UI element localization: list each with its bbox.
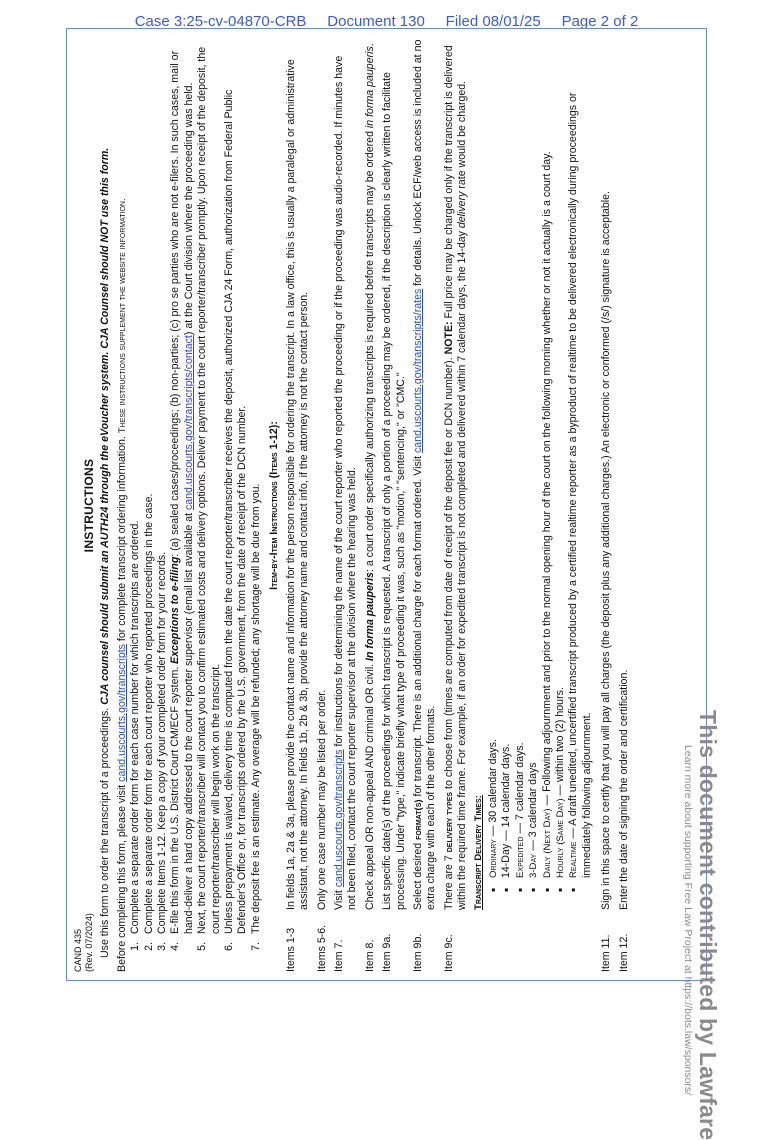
step-number: 1. xyxy=(129,942,142,951)
item-text: Only one case number may be listed per order. xyxy=(315,689,328,910)
form-identifier xyxy=(73,913,95,972)
step xyxy=(129,39,142,972)
note-label: NOTE: xyxy=(442,321,455,355)
item-label: Item 8. xyxy=(363,939,376,972)
item-end: . xyxy=(363,43,376,47)
item-text: In fields 1a, 2a & 3a, please provide the contact name and information for the person responsible for ordering the transcript. In a law office, this is usually a paralegal or administrative assistant, not the attorney. In fields 1b, 2b & 3b, provide the attorney name and contact info, if the attorney is not the contact person. xyxy=(284,59,311,910)
step-text: The deposit fee is an estimate. Any overage will be refunded; any shortage will be due from you. xyxy=(249,483,262,934)
delivery-type-desc: — 14 calendar days. xyxy=(500,743,513,844)
delivery-type xyxy=(514,39,527,892)
item-row xyxy=(316,39,329,972)
intro-paragraph-2 xyxy=(116,39,129,972)
delivery-type-desc: — within two (2) hours. xyxy=(554,687,566,799)
intro-lead: Use this form to order the transcript of a proceedings. xyxy=(99,704,112,958)
page-title: INSTRUCTIONS xyxy=(82,458,96,553)
delivery-type-name: Hourly (Same Day) xyxy=(555,798,566,878)
item-label: Item 11. xyxy=(600,934,613,972)
step-number: 6. xyxy=(223,942,236,951)
watermark-subtitle[interactable]: Learn more about supporting Free Law Project at https://bots.law/sponsors/ xyxy=(682,744,694,1096)
step xyxy=(156,39,169,972)
form-code: CAND 435 xyxy=(73,928,83,972)
step-text: Complete Items 1-12. Keep a copy of your completed order form for your records. xyxy=(156,551,169,934)
delivery-type xyxy=(554,39,567,892)
item-label: Item 7. xyxy=(332,939,345,972)
general-steps xyxy=(129,39,263,972)
step-text xyxy=(169,39,196,934)
transcripts-link-2[interactable]: cand.uscourts.gov/transcripts xyxy=(332,749,345,888)
watermark xyxy=(682,290,773,1140)
intro-after: for complete transcript ordering information. xyxy=(115,433,128,645)
case-header-stamp: Case 3:25-cv-04870-CRB Document 130 Filed 08/01/25 Page 2 of 2 xyxy=(134,13,639,30)
cja-notice: CJA counsel should submit an AUTH24 through the eVoucher system. CJA Counsel should NOT use this form. xyxy=(99,147,112,705)
intro-before: Before completing this form, please visit xyxy=(115,781,128,972)
step xyxy=(250,39,263,972)
delivery-type-name: Realtime xyxy=(568,841,580,878)
item-by-item-heading: Item-by-Item Instructions (Items 1-12): xyxy=(268,421,281,590)
delivery-type-name: 3-Day xyxy=(528,853,540,878)
item-pre: Select desired xyxy=(411,839,424,910)
item-label: Item 9c. xyxy=(442,934,455,972)
delivery-type-desc: — A draft unedited, uncertified transcript produced by a certified realtime reporter as a byproduct of realtime to be delivered electronically during proceedings or immediately following adjournment. xyxy=(567,92,593,878)
contact-link[interactable]: cand.uscourts.gov/transcripts/contact xyxy=(182,335,195,511)
intro-paragraph xyxy=(99,39,112,972)
delivery-types-term: delivery types xyxy=(443,791,455,853)
item-row xyxy=(364,39,377,972)
item-rest: for transcript. There is an additional charge for each format ordered. Visit xyxy=(411,453,424,800)
step-text: Next, the court reporter/transcriber will contact you to confirm estimated costs and delivery options. Deliver payment to the court reporter/transcriber promptly. Upon receipt of the deposit, the court reporter/transcriber will begin work on the transcript. xyxy=(196,46,222,934)
delivery-times-list xyxy=(487,39,594,892)
delivery-type xyxy=(567,39,594,892)
delivery-type-name: Ordinary xyxy=(487,839,499,878)
item-text xyxy=(364,39,377,910)
item-tail: in forma pauperis xyxy=(363,46,376,129)
item-tail: Full price may be charged only if the transcript is delivered within the required time frame. For example, if an order for expedited transcript is not completed and delivered within 7 calendar days, the 14-day xyxy=(442,45,469,910)
step-number: 3. xyxy=(156,942,169,951)
step-tail: ) at the Court division where the proceeding was held. xyxy=(182,82,195,336)
item-row xyxy=(333,39,360,972)
step-text: Unless prepayment is waived, delivery time is computed from the date the court reporter/transcriber receives the deposit, authorized CJA 24 Form, authorization from Federal Public Defender's Office or, for transcripts ordered by the U.S. government, from the date of receipt of the DCN number. xyxy=(223,89,249,934)
step xyxy=(143,39,156,972)
item-row xyxy=(443,39,596,972)
in-forma-pauperis: In forma pauperis xyxy=(363,572,376,661)
formats-term: format(s) xyxy=(412,799,424,840)
step-text: Complete a separate order form for each case number for which transcripts are ordered. xyxy=(129,520,142,934)
item-row xyxy=(412,39,439,972)
item-row xyxy=(381,39,408,972)
item-text: Sign in this space to certify that you will pay all charges (the deposit plus any additional charges.) An electronic or conformed (/s/) signature is acceptable. xyxy=(600,191,613,910)
form-page xyxy=(66,28,707,981)
item-pre: There are 7 xyxy=(442,852,455,910)
watermark-rotated xyxy=(682,710,721,1140)
step-number: 7. xyxy=(249,942,262,951)
item-text: Enter the date of signing the order and certification. xyxy=(617,669,630,910)
item-rest: : a court order specifically authorizing transcripts is required before transcripts may be ordered xyxy=(363,128,376,573)
item-tail: for details. Unlock ECF/web access is included at no extra charge with each of the other formats. xyxy=(411,39,438,910)
item-row xyxy=(600,39,613,972)
rates-link[interactable]: cand.uscourts.gov/transcripts/rates xyxy=(411,288,424,453)
step xyxy=(223,39,250,972)
step-number: 2. xyxy=(142,942,155,951)
item-label: Item 12. xyxy=(617,933,630,972)
delivery-type-desc: — 7 calendar days. xyxy=(513,742,526,837)
item-label: Item 9a. xyxy=(381,933,394,972)
delivery-type xyxy=(527,39,540,892)
item-pre: Check appeal OR non-appeal AND criminal OR civil. xyxy=(363,660,376,910)
step xyxy=(196,39,223,972)
delivery-type-desc: — 3 calendar days xyxy=(527,762,540,854)
item-rest: for instructions for determining the name of the court reporter who reported the proceeding or if the proceeding was audio-recorded. If minutes have not been filed, contact the court reporter supervisor at the division where the hearing was held. xyxy=(332,55,359,910)
step-lead: E-file this form in the U.S. District Court CM/ECF system. xyxy=(169,663,182,934)
item-pre: Visit xyxy=(332,887,345,910)
item-label: Item 9b. xyxy=(411,933,424,972)
item-text xyxy=(412,39,439,910)
delivery-type xyxy=(487,39,500,892)
efiling-exceptions: Exceptions to e-filing xyxy=(169,556,182,664)
step-number: 5. xyxy=(196,942,209,951)
delivery-type xyxy=(500,39,513,892)
delivery-type-name: 14-Day xyxy=(500,843,513,878)
rotated-instructions xyxy=(67,29,707,981)
step-rest: : (a) sealed cases/proceedings; (b) non-parties; (c) pro se parties who are not e-filers. In such cases, mail or hand-deliver a hard copy addressed to the court reporter supervisor (email list available at xyxy=(169,50,195,934)
delivery-times-heading: Transcript Delivery Times: xyxy=(472,795,484,910)
item-text xyxy=(333,39,360,910)
watermark-title: This document contributed by Lawfare xyxy=(695,710,721,1140)
item-label: Items 1-3 xyxy=(284,927,297,972)
step xyxy=(169,39,196,972)
form-revision: (Rev. 07/2024) xyxy=(84,913,94,972)
item-emph: delivery xyxy=(456,191,469,229)
item-row xyxy=(285,39,312,972)
delivery-type xyxy=(541,39,554,892)
step-number: 4. xyxy=(169,942,182,951)
item-label: Items 5-6. xyxy=(315,924,328,972)
item-row xyxy=(618,39,631,972)
delivery-type-name: Daily (Next Day) xyxy=(541,808,553,878)
delivery-type-desc: — 30 calendar days. xyxy=(486,739,499,840)
transcripts-link[interactable]: cand.uscourts.gov/transcripts xyxy=(115,644,128,782)
delivery-type-name: Expedited xyxy=(514,836,526,878)
step-text: Complete a separate order form for each court reporter who reported proceedings in the case. xyxy=(142,493,155,934)
supplement-note: These instructions supplement the website information. xyxy=(116,198,128,434)
item-text xyxy=(443,39,596,910)
item-rest: to choose from (times are computed from date of receipt of the deposit fee or DCN number). xyxy=(442,354,455,792)
item-end: rate would be charged. xyxy=(456,80,469,192)
delivery-type-desc: — Following adjournment and prior to the normal opening hour of the court on the following morning whether or not it actually is a court day. xyxy=(540,151,553,809)
item-text: List specific date(s) of the proceedings for which transcript is requested. A transcript of only a portion of a proceeding may be ordered, if the description is clearly written to facilitate processing. Under "type," indicate briefly what type of proceeding it was, such as "motion," "sentencing," or "CMC." xyxy=(381,72,407,910)
